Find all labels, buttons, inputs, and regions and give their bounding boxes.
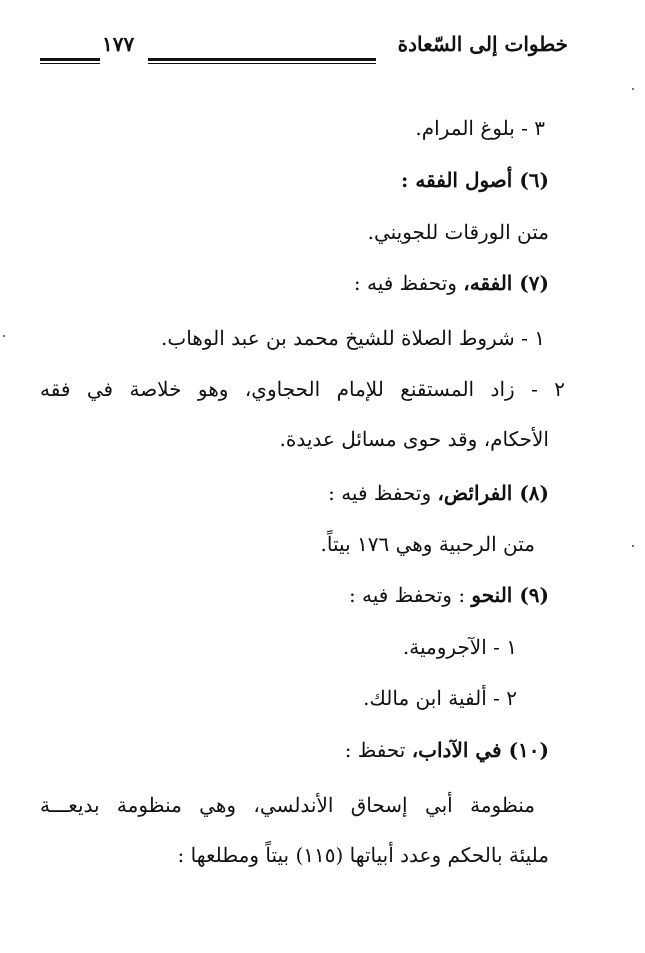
list-item: ٢ - ألفية ابن مالك.	[363, 686, 517, 710]
body-line	[368, 217, 549, 247]
book-title: خطوات إلى السّعادة	[397, 32, 568, 56]
header-rule-right-thin	[148, 63, 376, 64]
list-item: ١ - شروط الصلاة للشيخ محمد بن عبد الوهاب.	[161, 326, 545, 350]
heading-suffix: وتحفظ فيه :	[353, 271, 464, 295]
heading-text: (١٠) في الآداب،	[411, 738, 549, 762]
heading-suffix: : وتحفظ فيه :	[348, 583, 472, 607]
paragraph-text: مليئة بالحكم وعدد أبياتها (١١٥) بيتاً ومطلعها :	[177, 843, 549, 867]
body-line	[161, 323, 545, 353]
scan-speck	[632, 545, 634, 547]
scan-speck	[3, 335, 5, 337]
header-rule-left	[40, 58, 100, 61]
heading-text: (٦) أصول الفقه :	[401, 168, 549, 192]
list-item: ١ - الآجرومية.	[402, 635, 517, 659]
section-heading	[328, 478, 549, 508]
section-heading	[354, 268, 549, 298]
heading-suffix: وتحفظ فيه :	[328, 481, 438, 505]
list-item: ٢ - زاد المستقنع للإمام الحجاوي، وهو خلاصة في فقه	[40, 377, 565, 401]
body-line	[415, 113, 545, 143]
paragraph-text: متن الرحبية وهي ١٧٦ بيتاً.	[320, 532, 535, 556]
heading-suffix: تحفظ :	[344, 738, 412, 762]
body-line	[363, 683, 517, 713]
body-line	[40, 374, 565, 404]
paragraph-text: الأحكام، وقد حوى مسائل عديدة.	[279, 427, 549, 451]
page-number: ١٧٧	[102, 32, 135, 56]
paragraph-text: متن الورقات للجويني.	[367, 220, 549, 244]
heading-text: (٧) الفقه،	[463, 271, 549, 295]
body-line	[280, 424, 550, 454]
header-rule-left-thin	[40, 63, 100, 64]
heading-text: (٩) النحو	[471, 583, 549, 607]
body-line	[321, 529, 535, 559]
list-item: ٣ - بلوغ المرام.	[415, 116, 545, 140]
header-rule-right	[148, 58, 376, 61]
body-line	[40, 790, 535, 820]
body-line	[403, 632, 517, 662]
heading-text: (٨) الفرائض،	[437, 481, 549, 505]
paragraph-text: منظومة أبي إسحاق الأندلسي، وهي منظومة بديعـــة	[40, 793, 535, 817]
section-heading	[401, 165, 549, 195]
section-heading	[345, 735, 549, 765]
scan-speck	[632, 88, 634, 90]
section-heading	[349, 580, 549, 610]
body-line	[178, 840, 549, 870]
